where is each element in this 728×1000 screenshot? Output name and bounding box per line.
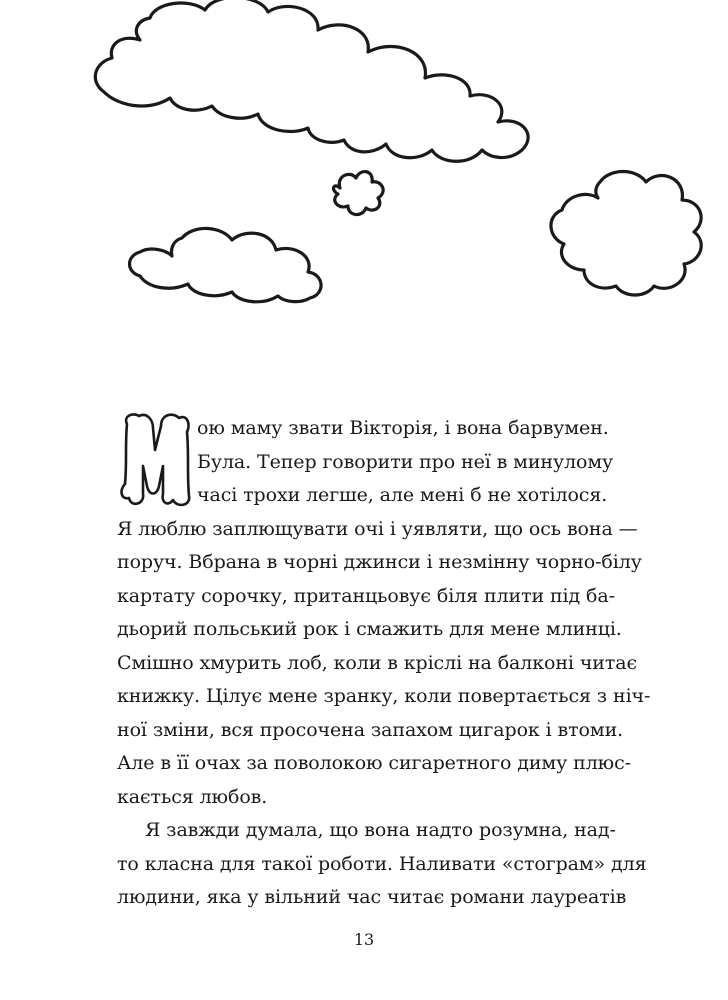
text-line: дьорий польський рок і смажить для мене млинці.: [117, 618, 622, 640]
text-line: кається любов.: [117, 785, 268, 808]
text-line: часі трохи легше, але мені б не хотілося.: [197, 484, 608, 506]
text-line: Я завжди думала, що вона надто розумна, над-: [145, 819, 616, 841]
text-line: ою маму звати Вікторія, і вона барвумен.: [197, 417, 609, 439]
middle-cloud: [130, 228, 322, 301]
text-line: Але в її очах за поволокою сигаретного диму плюс-: [117, 752, 631, 774]
text-line: людини, яка у вільний час читає романи лауреатів: [117, 886, 627, 908]
text-line: то класна для такої роботи. Наливати «стограм» для: [117, 852, 647, 875]
small-cloud: [334, 172, 384, 215]
text-line: Я люблю заплющувати очі і уявляти, що ось вона —: [117, 517, 638, 540]
text-line: книжку. Цілує мене зранку, коли повертається з ніч-: [117, 685, 651, 707]
large-cloud: [95, 0, 528, 161]
clouds-illustration: [0, 0, 728, 340]
body-text: [117, 412, 651, 915]
text-line: картату сорочку, пританцьовує біля плити під ба-: [117, 584, 615, 607]
page-number: 13: [353, 930, 375, 949]
text-line: Була. Тепер говорити про неї в минулому: [197, 450, 614, 473]
text-line: Смішно хмурить лоб, коли в кріслі на балконі читає: [117, 651, 638, 674]
text-line: поруч. Вбрана в чорні джинси і незмінну чорно-білу: [117, 551, 642, 573]
text-line: ної зміни, вся просочена запахом цигарок і втоми.: [117, 718, 624, 741]
right-cloud: [551, 172, 701, 296]
